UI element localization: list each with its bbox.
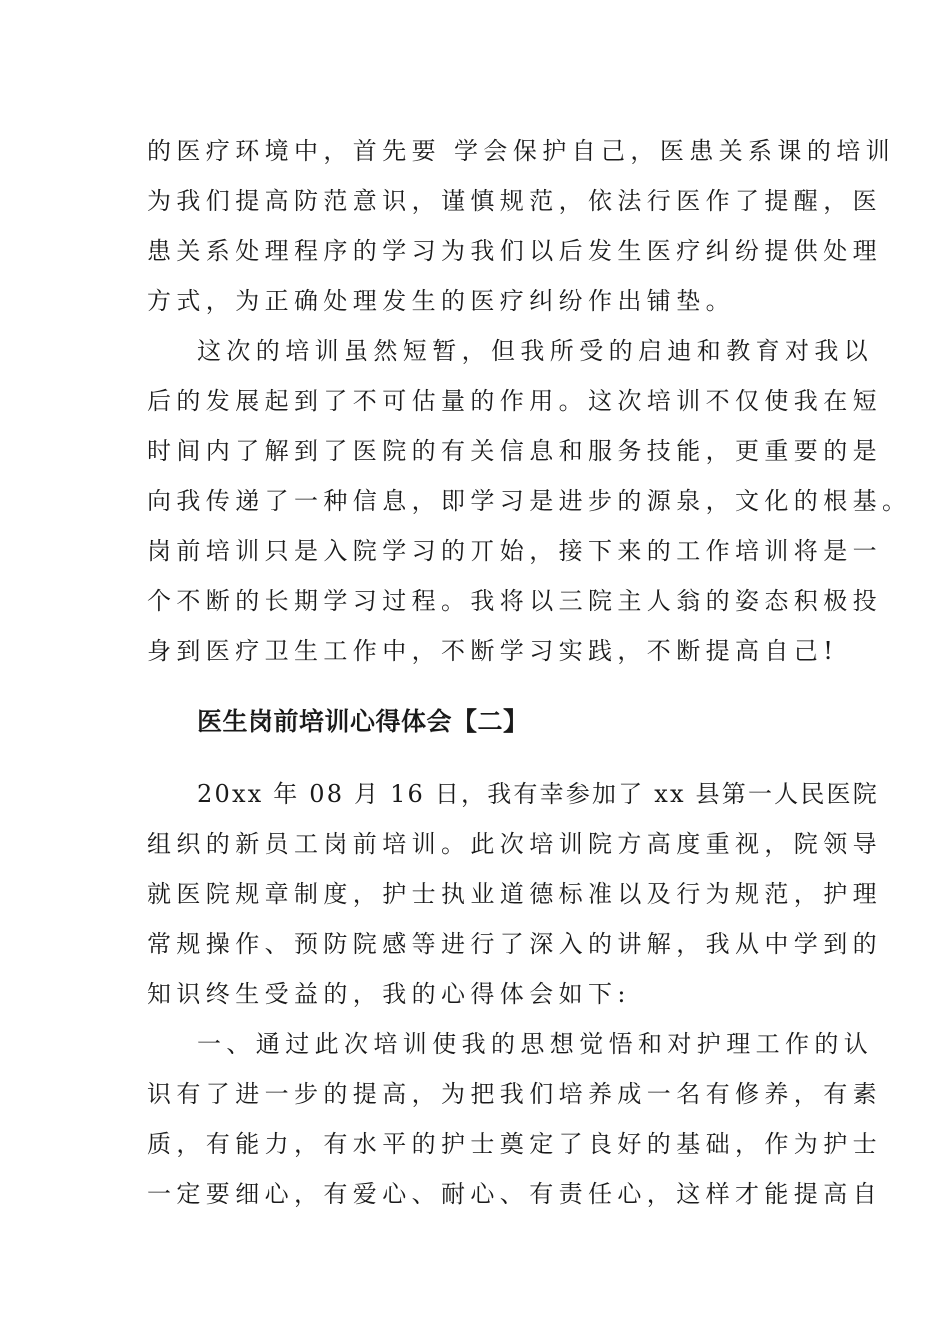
text-line: 知识终生受益的，我的心得体会如下: (147, 980, 631, 1008)
text-line: 20xx 年 08 月 16 日，我有幸参加了 xx 县第一人民医院 (197, 780, 879, 808)
text-line: 岗前培训只是入院学习的丌始，接下来的工作培训将是一 (147, 537, 882, 565)
text-line: 向我传递了一种信息，即学习是进步的源泉，文化的根基。 (147, 487, 912, 515)
section-heading: 医生岗前培训心得体会【二】 (197, 707, 529, 736)
text-line: 的医疗环境中，首先要 学会保护自己，医患关系课的培训 (147, 137, 896, 165)
text-line: 一定要细心，有爱心、耐心、有责任心，这样才能提高自 (147, 1180, 882, 1208)
text-line: 质，有能力，有水平的护士奠定了良好的基础，作为护士 (147, 1130, 882, 1158)
text-line: 患关系处理程序的学习为我们以后发生医疗纠纷提供处理 (147, 237, 882, 265)
text-line: 常规操作、预防院感等进行了深入的讲解，我从中学到的 (147, 930, 882, 958)
text-line: 后的发展起到了不可估量的作用。这次培训不仅使我在短 (147, 387, 882, 415)
text-line: 时间内了解到了医院的有关信息和服务技能，更重要的是 (147, 437, 882, 465)
text-line: 一、通过此次培训使我的思想觉悟和对护理工作的认 (197, 1030, 874, 1058)
text-line: 这次的培训虽然短暂，但我所受的启迪和教育对我以 (197, 337, 874, 365)
text-line: 为我们提高防范意识，谨慎规范，依法行医作了提醒，医 (147, 187, 882, 215)
text-line: 就医院规章制度，护士执业道德标准以及行为规范，护理 (147, 880, 882, 908)
text-line: 方式，为正确处理发生的医疗纠纷作出铺垫。 (147, 287, 735, 315)
text-line: 身到医疗卫生工作中，不断学习实践，不断提高自己! (147, 637, 839, 665)
text-line: 个不断的长期学习过程。我将以三院主人翁的姿态积极投 (147, 587, 882, 615)
text-line: 识有了进一步的提高，为把我们培养成一名有修养，有素 (147, 1080, 882, 1108)
text-line: 组织的新员工岗前培训。此次培训院方高度重视，院领导 (147, 830, 882, 858)
